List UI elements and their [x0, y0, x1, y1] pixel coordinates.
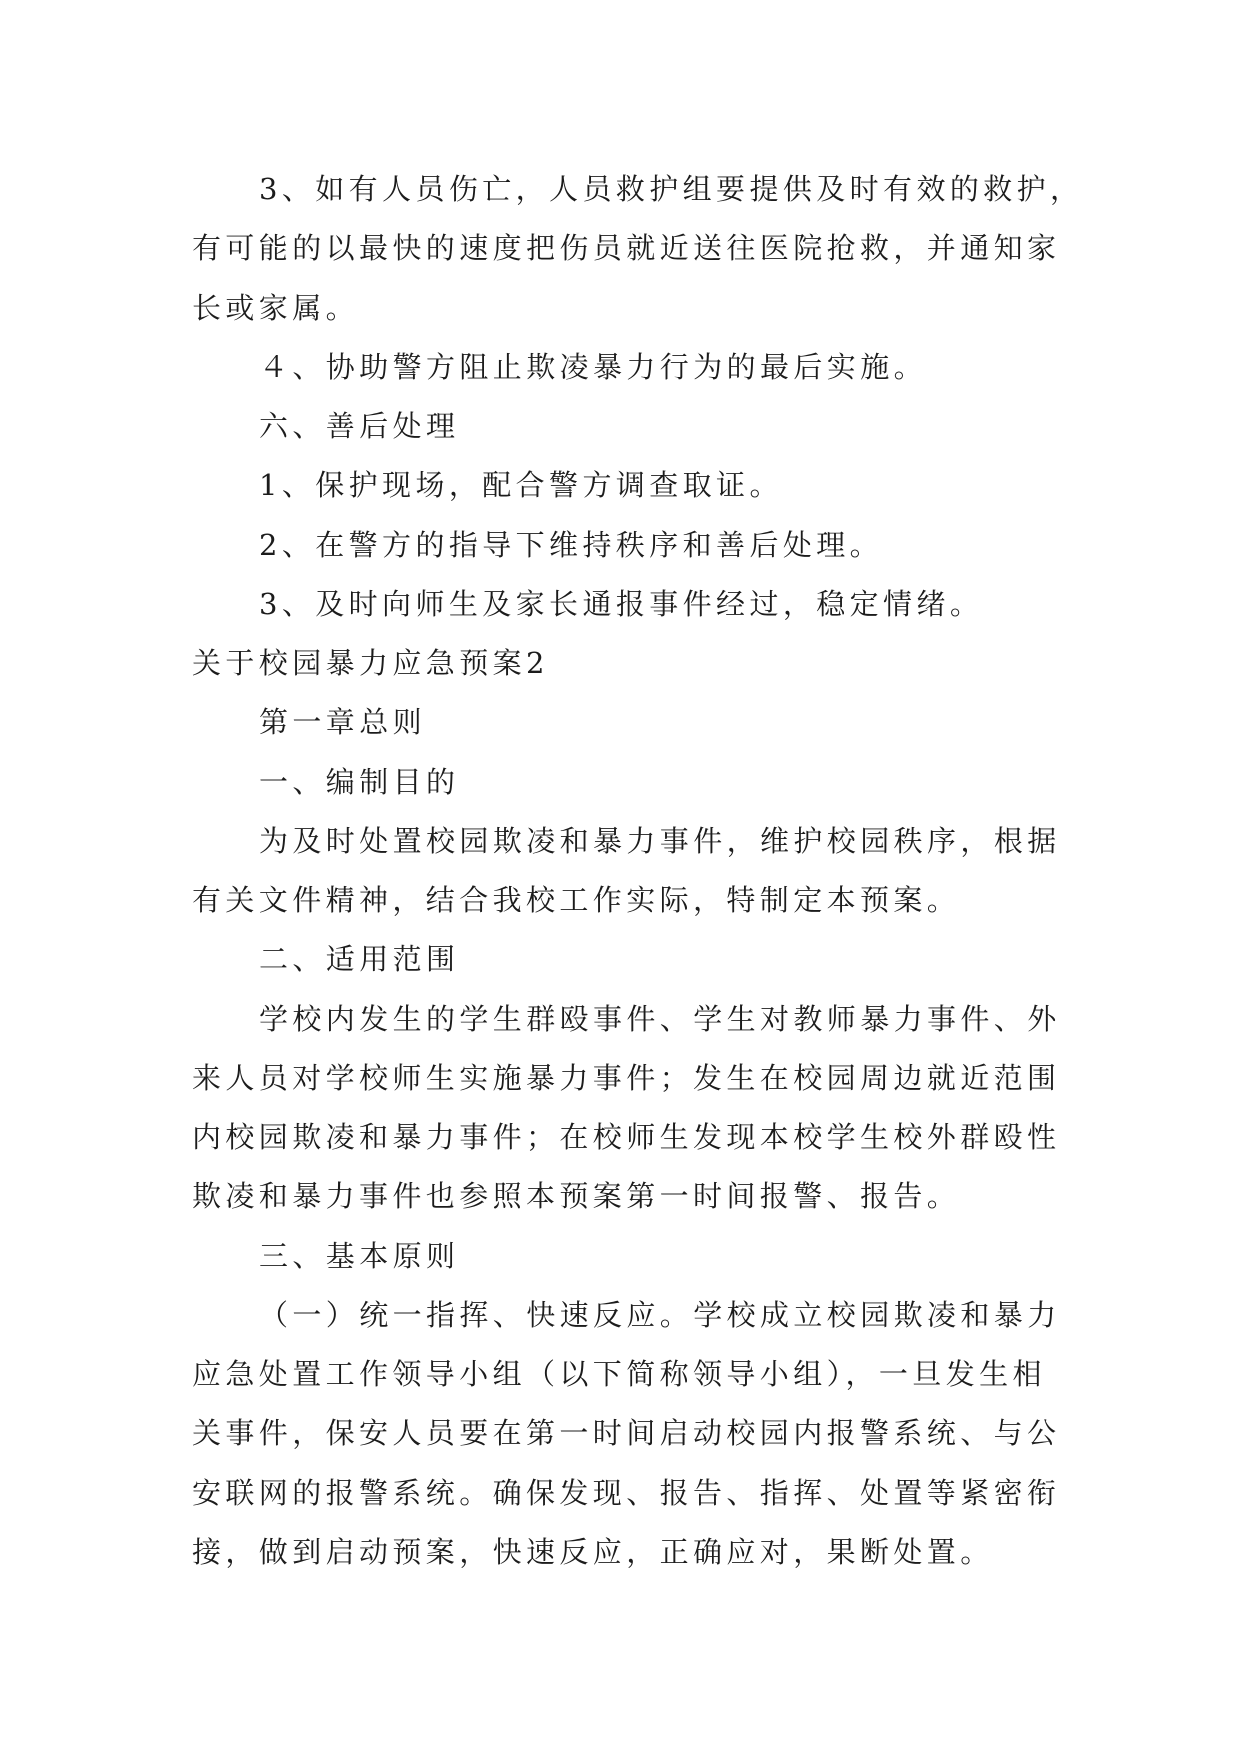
text-line: 内校园欺凌和暴力事件；在校师生发现本校学生校外群殴性: [192, 1120, 1061, 1154]
list-item: 2、在警方的指导下维持秩序和善后处理。: [259, 527, 884, 562]
text-line: 3、如有人员伤亡，人员救护组要提供及时有效的救护，: [259, 172, 1084, 206]
paragraph-item-3: [192, 160, 1092, 338]
text-line: 接，做到启动预案，快速反应，正确应对，果断处置。: [192, 1534, 994, 1569]
paragraph-scope: [192, 990, 1092, 1227]
text-line: 有可能的以最快的速度把伤员就近送往医院抢救，并通知家: [192, 231, 1061, 266]
text-line: 长或家属。: [192, 290, 360, 325]
chapter-heading: 第一章总则: [259, 705, 427, 740]
list-item: 1、保护现场，配合警方调查取证。: [259, 468, 783, 503]
document-body: [192, 160, 1092, 1582]
section-heading-purpose: 一、编制目的: [259, 764, 460, 799]
text-line: 欺凌和暴力事件也参照本预案第一时间报警、报告。: [192, 1179, 961, 1214]
paragraph-principles: [192, 1286, 1092, 1582]
text-line: 关事件，保安人员要在第一时间启动校园内报警系统、与公: [192, 1416, 1061, 1451]
text-line: 学校内发生的学生群殴事件、学生对教师暴力事件、外: [259, 1001, 1061, 1036]
text-line: 有关文件精神，结合我校工作实际，特制定本预案。: [192, 883, 961, 917]
text-line: 应急处置工作领导小组（以下简称领导小组），一旦发生相: [192, 1357, 1046, 1391]
section-title: 关于校园暴力应急预案2: [192, 646, 549, 680]
section-heading-principles: 三、基本原则: [259, 1238, 460, 1273]
section-heading-aftercare: 六、善后处理: [259, 409, 460, 443]
text-line: 来人员对学校师生实施暴力事件；发生在校园周边就近范围: [192, 1060, 1061, 1095]
paragraph-purpose: [192, 812, 1092, 931]
text-line: 安联网的报警系统。确保发现、报告、指挥、处置等紧密衔: [192, 1475, 1061, 1510]
section-heading-scope: 二、适用范围: [259, 942, 460, 977]
paragraph-item-4: ４、协助警方阻止欺凌暴力行为的最后实施。: [259, 349, 928, 384]
list-item: 3、及时向师生及家长通报事件经过，稳定情绪。: [259, 586, 984, 621]
text-line: 为及时处置校园欺凌和暴力事件，维护校园秩序，根据: [259, 823, 1061, 858]
text-line: （一）统一指挥、快速反应。学校成立校园欺凌和暴力: [259, 1297, 1061, 1332]
